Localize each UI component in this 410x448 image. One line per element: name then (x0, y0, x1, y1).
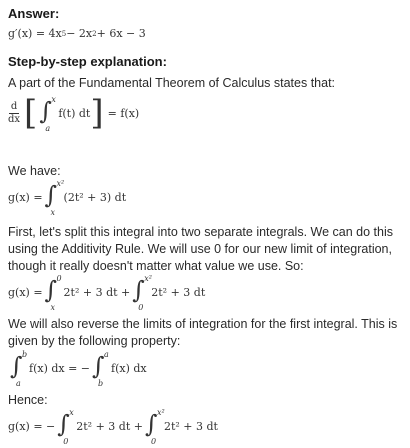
integral-sign: ∫ x² 0 (144, 408, 165, 446)
derivative-operator: $\frac{d}{dx}$ (8, 100, 21, 125)
we-have-text: We have: (8, 164, 61, 178)
integral-sign: ∫ 0 x (44, 274, 62, 312)
ftc-intro-text: A part of the Fundamental Theorem of Calculus states that: (8, 76, 336, 90)
split-integral-formula: g(x) = ∫ 0 x 2t² + 3 dt + ∫ x² 0 2t² + 3 dt (8, 274, 206, 312)
final-formula: g(x) = − ∫ x 0 2t² + 3 dt + ∫ x² 0 2t² + 3 dt (8, 408, 218, 446)
additivity-text: First, let's split this integral into two separate integrals. We can do this using the Additivity Rule. We will use 0 for our new limit of integration, though it really doesn't matter what value we use. So: (8, 225, 393, 273)
integral-sign: ∫ a b (92, 350, 109, 388)
hence-text: Hence: (8, 393, 48, 407)
answer-formula: g′(x) = 4x 5 − 2x 2 + 6x − 3 (8, 27, 146, 40)
integral-sign: ∫ x² 0 (132, 274, 152, 312)
integral-sign: ∫ x 0 (57, 408, 74, 446)
reverse-limits-property: ∫ b a f(x) dx = − ∫ a b f(x) dx (10, 350, 147, 388)
explanation-heading: Step-by-step explanation: (8, 54, 167, 69)
integral-sign: ∫ x² x (44, 179, 65, 217)
ftc-formula: $\frac{d}{dx}$ [ ∫ x a f(t) dt ] = f(x) (8, 93, 140, 133)
answer-heading: Answer: (8, 6, 60, 21)
g-definition-formula: g(x) = ∫ x² x (2t² + 3) dt (8, 179, 127, 217)
integral-sign: ∫ x a (39, 95, 56, 133)
reverse-limits-text: We will also reverse the limits of integration for the first integral. This is given by the following property: (8, 317, 398, 348)
integral-sign: ∫ b a (10, 350, 28, 388)
